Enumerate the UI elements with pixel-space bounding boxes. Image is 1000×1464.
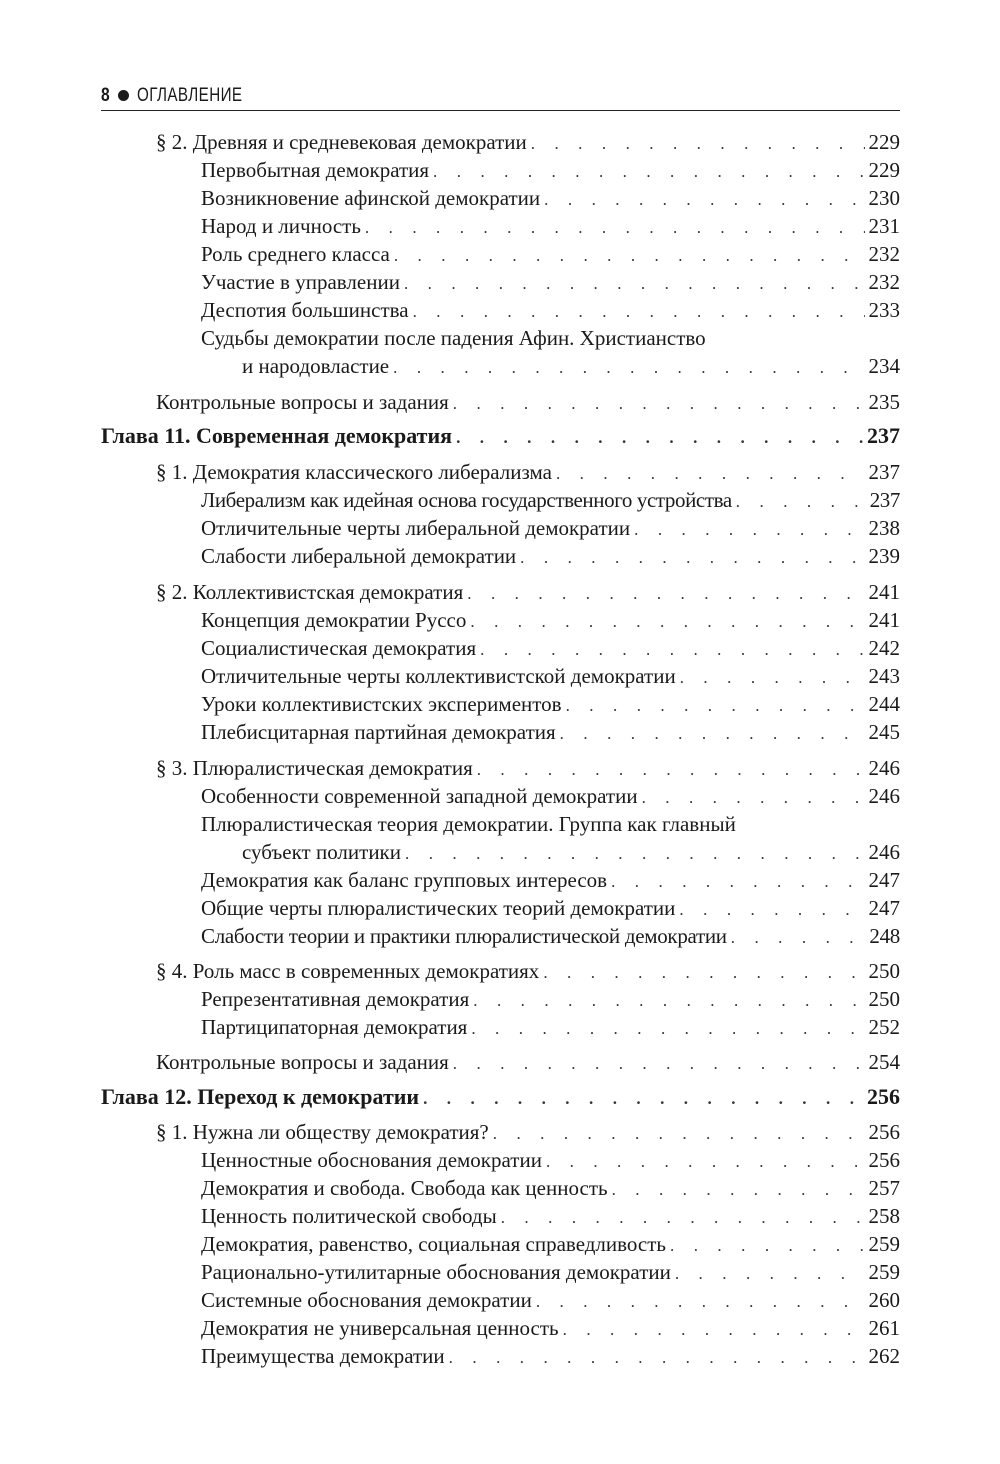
toc-page: 241 bbox=[868, 608, 900, 632]
toc-page: 246 bbox=[868, 784, 900, 808]
toc-section[interactable] bbox=[156, 578, 900, 606]
leader-dots bbox=[467, 580, 864, 608]
toc-page: 241 bbox=[868, 580, 900, 604]
toc-label: Социалистическая демократия bbox=[201, 636, 477, 660]
toc-label: Возникновение афинской демократии bbox=[201, 186, 541, 210]
toc-label: Деспотия большинства bbox=[201, 298, 409, 322]
leader-dots bbox=[405, 840, 865, 868]
toc-label: Демократия не универсальная ценность bbox=[201, 1316, 559, 1340]
toc-subsection[interactable] bbox=[201, 1258, 900, 1286]
toc-subsection[interactable] bbox=[201, 866, 900, 894]
toc-subsection[interactable] bbox=[201, 985, 900, 1013]
leader-dots bbox=[675, 1260, 865, 1288]
toc-label: Концепция демократии Руссо bbox=[201, 608, 467, 632]
toc-questions[interactable] bbox=[156, 1048, 900, 1076]
toc-label: Уроки коллективистских экспериментов bbox=[201, 692, 562, 716]
leader-dots bbox=[480, 636, 864, 664]
leader-dots bbox=[365, 214, 865, 242]
leader-dots bbox=[680, 664, 865, 692]
leader-dots bbox=[642, 784, 865, 812]
toc-page: 246 bbox=[868, 756, 900, 780]
toc-page: 239 bbox=[868, 544, 900, 568]
leader-dots bbox=[543, 959, 864, 987]
toc-label: § 2. Коллективистская демократия bbox=[156, 580, 464, 604]
toc-subsection[interactable] bbox=[201, 514, 900, 542]
toc-label: субъект политики bbox=[242, 840, 401, 864]
toc-label: Репрезентативная демократия bbox=[201, 987, 470, 1011]
leader-dots bbox=[544, 186, 864, 214]
toc-label: Демократия, равенство, социальная справедливость bbox=[201, 1232, 667, 1256]
toc-label: § 1. Демократия классического либерализма bbox=[156, 460, 552, 484]
toc-section[interactable] bbox=[156, 754, 900, 782]
toc-subsection[interactable] bbox=[201, 922, 900, 950]
toc-questions[interactable] bbox=[156, 388, 900, 416]
toc-label: Слабости теории и практики плюралистической демократии bbox=[201, 924, 727, 948]
toc-label: Народ и личность bbox=[201, 214, 361, 238]
toc-page: 244 bbox=[868, 692, 900, 716]
toc-subsection[interactable] bbox=[242, 838, 900, 866]
toc-subsection[interactable] bbox=[201, 296, 900, 324]
leader-dots bbox=[612, 1176, 865, 1204]
toc-subsection[interactable] bbox=[201, 606, 900, 634]
toc-page: 252 bbox=[868, 1015, 900, 1039]
toc-label: § 1. Нужна ли обществу демократия? bbox=[156, 1120, 489, 1144]
toc-label: Отличительные черты либеральной демократии bbox=[201, 516, 631, 540]
leader-dots bbox=[453, 1050, 865, 1078]
toc-label: Системные обоснования демократии bbox=[201, 1288, 532, 1312]
toc-subsection[interactable] bbox=[242, 352, 900, 380]
toc-subsection[interactable] bbox=[201, 1146, 900, 1174]
toc-label: Преимущества демократии bbox=[201, 1344, 445, 1368]
toc-subsection[interactable] bbox=[201, 718, 900, 746]
toc-label: Партиципаторная демократия bbox=[201, 1015, 468, 1039]
leader-dots bbox=[404, 270, 865, 298]
toc-label: Ценность политической свободы bbox=[201, 1204, 497, 1228]
leader-dots bbox=[670, 1232, 864, 1260]
toc-label: Первобытная демократия bbox=[201, 158, 430, 182]
toc-page: 237 bbox=[868, 460, 900, 484]
toc-subsection[interactable] bbox=[201, 542, 900, 570]
toc-section[interactable] bbox=[156, 128, 900, 156]
leader-dots bbox=[449, 1344, 865, 1372]
leader-dots bbox=[536, 1288, 865, 1316]
toc-page: 231 bbox=[868, 214, 900, 238]
toc-subsection[interactable] bbox=[201, 240, 900, 268]
toc-subsection[interactable] bbox=[201, 1202, 900, 1230]
toc-subsection[interactable] bbox=[201, 156, 900, 184]
toc-chapter[interactable] bbox=[101, 1083, 900, 1111]
toc-label: § 3. Плюралистическая демократия bbox=[156, 756, 473, 780]
leader-dots bbox=[563, 1316, 865, 1344]
toc-subsection[interactable] bbox=[201, 634, 900, 662]
toc-page: 259 bbox=[868, 1260, 900, 1284]
toc-page: 260 bbox=[868, 1288, 900, 1312]
toc-subsection[interactable] bbox=[201, 268, 900, 296]
toc-label: Роль среднего класса bbox=[201, 242, 390, 266]
toc-subsection[interactable] bbox=[201, 1286, 900, 1314]
toc-subsection[interactable] bbox=[201, 184, 900, 212]
leader-dots bbox=[520, 544, 864, 572]
leader-dots bbox=[470, 608, 864, 636]
toc-subsection-line1[interactable]: Плюралистическая теория демократии. Группа как главный bbox=[201, 812, 736, 836]
toc-label: и народовластие bbox=[242, 354, 390, 378]
leader-dots bbox=[473, 987, 864, 1015]
leader-dots bbox=[531, 130, 865, 158]
toc-label: Контрольные вопросы и задания bbox=[156, 390, 449, 414]
toc-page: 259 bbox=[868, 1232, 900, 1256]
toc-subsection[interactable] bbox=[201, 894, 900, 922]
toc-page: 256 bbox=[868, 1148, 900, 1172]
toc-page: 235 bbox=[868, 390, 900, 414]
toc-subsection[interactable] bbox=[201, 1230, 900, 1258]
leader-dots bbox=[471, 1015, 864, 1043]
toc-chapter[interactable] bbox=[101, 422, 900, 450]
toc-page: 257 bbox=[868, 1176, 900, 1200]
toc-subsection[interactable] bbox=[201, 1174, 900, 1202]
page-number: 8 bbox=[101, 85, 110, 106]
toc-subsection[interactable] bbox=[201, 662, 900, 690]
leader-dots bbox=[394, 242, 865, 270]
toc-section[interactable] bbox=[156, 957, 900, 985]
toc-label: § 4. Роль масс в современных демократиях bbox=[156, 959, 540, 983]
toc-page: 230 bbox=[868, 186, 900, 210]
toc-page: 258 bbox=[868, 1204, 900, 1228]
toc-subsection[interactable] bbox=[201, 782, 900, 810]
toc-subsection[interactable] bbox=[201, 690, 900, 718]
toc-subsection-line1[interactable]: Судьбы демократии после падения Афин. Христианство bbox=[201, 326, 706, 350]
toc-page: 243 bbox=[868, 664, 900, 688]
leader-dots bbox=[413, 298, 865, 326]
toc-label: Ценностные обоснования демократии bbox=[201, 1148, 542, 1172]
leader-dots bbox=[731, 924, 866, 952]
toc-label: Либерализм как идейная основа государственного устройства bbox=[201, 488, 732, 512]
leader-dots bbox=[433, 158, 864, 186]
toc-label: § 2. Древняя и средневековая демократии bbox=[156, 130, 527, 154]
leader-dots bbox=[423, 1085, 863, 1113]
leader-dots bbox=[736, 488, 866, 516]
toc-page: 238 bbox=[868, 516, 900, 540]
toc-page: 242 bbox=[868, 636, 900, 660]
toc-label: Особенности современной западной демократии bbox=[201, 784, 638, 808]
leader-dots bbox=[493, 1120, 865, 1148]
leader-dots bbox=[456, 424, 863, 452]
toc-subsection[interactable] bbox=[201, 212, 900, 240]
toc-page: 233 bbox=[868, 298, 900, 322]
toc-label: Рационально-утилитарные обоснования демократии bbox=[201, 1260, 671, 1284]
leader-dots bbox=[546, 1148, 865, 1176]
toc-page: 232 bbox=[868, 270, 900, 294]
leader-dots bbox=[477, 756, 865, 784]
toc-page: 237 bbox=[869, 488, 900, 512]
toc-section[interactable] bbox=[156, 458, 900, 486]
leader-dots bbox=[560, 720, 865, 748]
toc-subsection[interactable] bbox=[201, 1013, 900, 1041]
leader-dots bbox=[393, 354, 864, 382]
toc-label: Демократия и свобода. Свобода как ценность bbox=[201, 1176, 608, 1200]
leader-dots bbox=[566, 692, 865, 720]
toc-page: 256 bbox=[867, 1084, 900, 1109]
toc-page: 245 bbox=[868, 720, 900, 744]
leader-dots bbox=[453, 390, 865, 418]
bullet-icon bbox=[118, 90, 129, 101]
toc-label: Отличительные черты коллективистской демократии bbox=[201, 664, 676, 688]
leader-dots bbox=[611, 868, 864, 896]
toc-label: Контрольные вопросы и задания bbox=[156, 1050, 449, 1074]
toc-label: Слабости либеральной демократии bbox=[201, 544, 517, 568]
leader-dots bbox=[634, 516, 864, 544]
toc-page: 254 bbox=[868, 1050, 900, 1074]
toc-page: 247 bbox=[868, 868, 900, 892]
toc-page: 246 bbox=[868, 840, 900, 864]
toc-subsection[interactable] bbox=[201, 486, 900, 514]
toc-page: 248 bbox=[869, 924, 900, 948]
leader-dots bbox=[501, 1204, 865, 1232]
toc-page: 256 bbox=[868, 1120, 900, 1144]
toc-subsection[interactable] bbox=[201, 1342, 900, 1370]
toc-label: Плебисцитарная партийная демократия bbox=[201, 720, 556, 744]
toc-label: Глава 11. Современная демократия bbox=[101, 423, 453, 448]
leader-dots bbox=[556, 460, 865, 488]
toc-page: 237 bbox=[867, 423, 900, 448]
toc-page: 229 bbox=[868, 158, 900, 182]
toc-subsection[interactable] bbox=[201, 1314, 900, 1342]
leader-dots bbox=[679, 896, 864, 924]
toc-label: Участие в управлении bbox=[201, 270, 400, 294]
toc-page: 232 bbox=[868, 242, 900, 266]
toc-page: 261 bbox=[868, 1316, 900, 1340]
header-title: ОГЛАВЛЕНИЕ bbox=[137, 85, 243, 106]
toc-page: 229 bbox=[868, 130, 900, 154]
toc-label: Глава 12. Переход к демократии bbox=[101, 1084, 420, 1109]
toc-page: 250 bbox=[868, 987, 900, 1011]
toc-section[interactable] bbox=[156, 1118, 900, 1146]
toc-page: 247 bbox=[868, 896, 900, 920]
toc-page: 250 bbox=[868, 959, 900, 983]
toc-page: 262 bbox=[868, 1344, 900, 1368]
toc-label: Демократия как баланс групповых интересов bbox=[201, 868, 608, 892]
running-header bbox=[101, 84, 900, 111]
toc-label: Общие черты плюралистических теорий демократии bbox=[201, 896, 676, 920]
toc-page: 234 bbox=[868, 354, 900, 378]
